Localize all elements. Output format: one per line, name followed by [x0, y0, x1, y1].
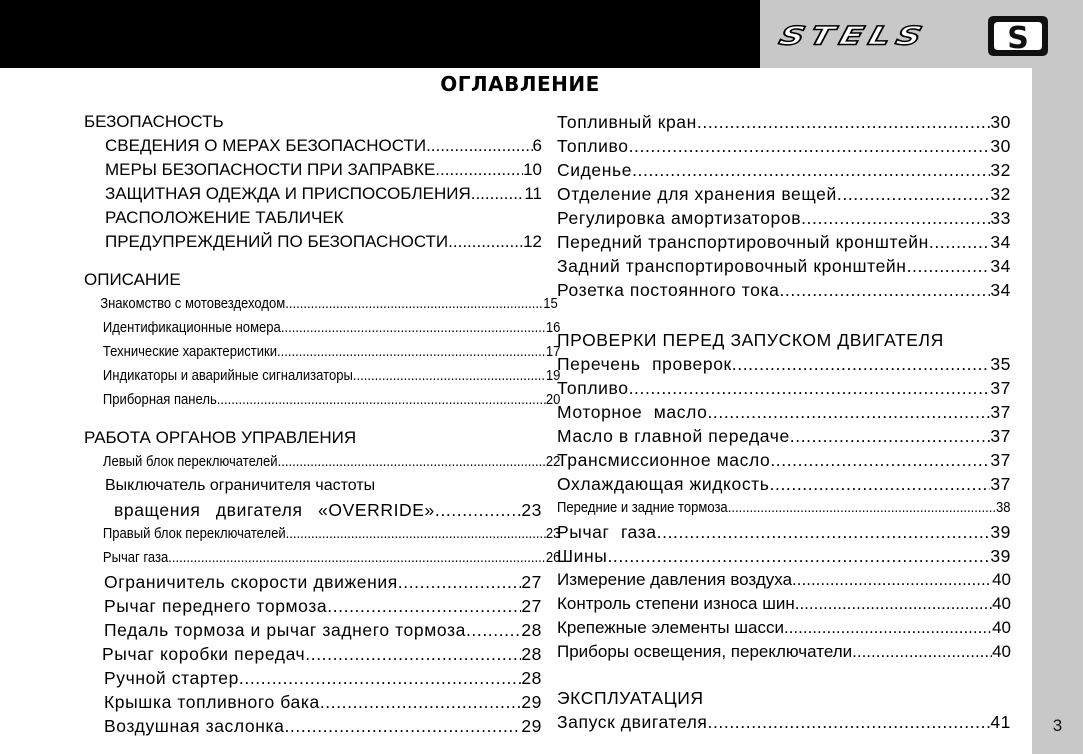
toc-entry[interactable] — [84, 316, 560, 340]
toc-leader-dots — [801, 206, 990, 230]
toc-entry-page: 28 — [521, 620, 542, 640]
toc-leader-dots — [284, 714, 521, 738]
toc-entry-label: Измерение давления воздуха — [557, 570, 793, 589]
toc-leader-dots — [697, 110, 990, 134]
toc-leader-dots — [471, 182, 525, 206]
toc-leader-dots — [320, 690, 522, 714]
toc-entry-label: Масло в главной передаче — [557, 426, 790, 446]
toc-entry[interactable] — [84, 498, 542, 522]
toc-entry-page: 32 — [990, 160, 1011, 180]
toc-entry-label: МЕРЫ БЕЗОПАСНОСТИ ПРИ ЗАПРАВКЕ — [105, 160, 436, 179]
toc-entry-page: 40 — [992, 642, 1011, 661]
toc-entry[interactable] — [557, 352, 1011, 376]
toc-entry-label: Ручной стартер — [104, 668, 239, 688]
toc-section-title: РАБОТА ОРГАНОВ УПРАВЛЕНИЯ — [84, 428, 357, 447]
toc-entry-label: РАСПОЛОЖЕНИЕ ТАБЛИЧЕК — [105, 208, 344, 227]
toc-entry-label: Передние и задние тормоза — [557, 500, 728, 516]
toc-entry-page: 37 — [990, 378, 1011, 398]
toc-entry[interactable] — [84, 666, 542, 690]
toc-entry-page: 40 — [992, 618, 1011, 637]
toc-entry[interactable] — [557, 230, 1011, 254]
toc-leader-dots — [353, 364, 546, 388]
toc-entry-page: 22 — [545, 454, 561, 470]
toc-entry-page: 38 — [996, 500, 1011, 516]
toc-leader-dots — [707, 400, 990, 424]
toc-entry-page: 34 — [990, 256, 1011, 276]
toc-entry-page: 16 — [545, 320, 561, 336]
toc-leader-dots — [466, 618, 521, 642]
toc-entry[interactable] — [84, 594, 542, 618]
toc-entry-page: 29 — [521, 692, 542, 712]
toc-entry-label: Крышка топливного бака — [104, 692, 320, 712]
toc-entry-page: 11 — [524, 184, 542, 203]
toc-entry-label: Приборная панель — [102, 392, 217, 408]
toc-leader-dots — [770, 472, 991, 496]
toc-leader-dots — [286, 522, 546, 546]
toc-leader-dots — [435, 158, 523, 182]
toc-entry-label: Левый блок переключателей — [102, 454, 278, 470]
toc-entry[interactable] — [557, 134, 1011, 158]
toc-entry-label: Шины — [557, 546, 608, 566]
toc-entry-page: 10 — [523, 160, 542, 179]
toc-entry-page: 40 — [992, 594, 1011, 613]
toc-entry[interactable] — [557, 592, 1011, 616]
toc-entry-page: 29 — [521, 716, 542, 736]
toc-leader-dots — [837, 182, 990, 206]
toc-leader-dots — [907, 254, 991, 278]
toc-leader-dots — [168, 546, 546, 570]
toc-entry[interactable] — [84, 292, 558, 316]
toc-entry-label: Технические характеристики — [102, 344, 278, 360]
toc-leader-dots — [632, 158, 990, 182]
toc-entry[interactable] — [557, 448, 1011, 472]
toc-leader-dots — [770, 448, 990, 472]
toc-entry-label: Сиденье — [557, 160, 633, 180]
toc-leader-dots — [629, 376, 991, 400]
toc-entry-label: Охлаждающая жидкость — [557, 474, 770, 494]
toc-entry[interactable] — [557, 616, 1011, 640]
toc-leader-dots — [398, 570, 522, 594]
toc-entry-label: Розетка постоянного тока — [557, 280, 780, 300]
toc-entry-page: 34 — [990, 232, 1011, 252]
toc-section-title: ЭКСПЛУАТАЦИЯ — [557, 688, 704, 708]
toc-leader-dots — [607, 544, 990, 568]
toc-section-title: БЕЗОПАСНОСТЬ — [84, 112, 224, 131]
toc-section-title: ПРОВЕРКИ ПЕРЕД ЗАПУСКОМ ДВИГАТЕЛЯ — [557, 330, 944, 350]
toc-leader-dots — [779, 278, 990, 302]
toc-entry-page: 35 — [990, 354, 1011, 374]
toc-entry-page: 37 — [990, 474, 1011, 494]
toc-leader-dots — [285, 292, 543, 316]
toc-entry-label: Ограничитель скорости движения — [104, 572, 398, 592]
toc-leader-dots — [657, 520, 991, 544]
toc-leader-dots — [435, 498, 521, 522]
toc-leader-dots — [790, 424, 991, 448]
toc-entry[interactable] — [84, 570, 542, 594]
toc-entry-label: Рычаг коробки передач — [102, 644, 306, 664]
toc-leader-dots — [732, 352, 991, 376]
toc-entry-page: 37 — [990, 450, 1011, 470]
toc-leader-dots — [728, 496, 996, 520]
toc-leader-dots — [281, 316, 546, 340]
toc-entry-label: Правый блок переключателей — [102, 526, 286, 542]
toc-entry[interactable] — [84, 690, 542, 714]
toc-entry-label: Рычаг газа — [557, 522, 657, 542]
toc-entry-label: Отделение для хранения вещей — [557, 184, 837, 204]
toc-entry[interactable] — [84, 450, 560, 474]
toc-entry[interactable] — [84, 182, 542, 206]
toc-entry[interactable] — [557, 472, 1011, 496]
toc-entry-page: 23 — [521, 500, 542, 520]
toc-entry-page: 30 — [990, 136, 1011, 156]
toc-entry-page: 28 — [521, 644, 542, 664]
toc-leader-dots — [278, 450, 546, 474]
toc-entry-label: Топливный кран — [557, 112, 697, 132]
toc-entry-label: Выключатель ограничителя частоты — [105, 477, 376, 494]
toc-entry-page: 17 — [545, 344, 561, 360]
toc-entry-page: 20 — [545, 392, 561, 408]
toc-entry[interactable] — [84, 364, 560, 388]
toc-entry[interactable] — [557, 424, 1011, 448]
toc-entry[interactable] — [557, 400, 1011, 424]
toc-entry-label: Регулировка амортизаторов — [557, 208, 802, 228]
toc-entry-page: 27 — [521, 596, 542, 616]
toc-entry-page: 41 — [990, 712, 1011, 732]
toc-entry[interactable] — [84, 388, 560, 412]
toc-entry[interactable] — [557, 520, 1011, 544]
toc-left-column — [84, 110, 561, 738]
toc-entry-page: 39 — [990, 522, 1011, 542]
toc-leader-dots — [629, 134, 991, 158]
toc-entry-page: 32 — [990, 184, 1011, 204]
brand-logo: STELS — [775, 21, 932, 51]
toc-entry-page: 33 — [990, 208, 1011, 228]
toc-entry-label: Индикаторы и аварийные сигнализаторы — [102, 368, 353, 384]
toc-entry-label: Крепежные элементы шасси — [557, 618, 784, 637]
toc-entry[interactable] — [84, 642, 542, 666]
toc-entry-page: 37 — [990, 402, 1011, 422]
toc-entry[interactable] — [557, 158, 1011, 182]
toc-entry-page: 12 — [523, 232, 542, 251]
toc-leader-dots — [852, 640, 992, 664]
brand-badge-letter: S — [1007, 21, 1029, 56]
toc-entry-label: ПРЕДУПРЕЖДЕНИЙ ПО БЕЗОПАСНОСТИ — [105, 232, 449, 251]
toc-leader-dots — [327, 594, 521, 618]
toc-leader-dots — [239, 666, 521, 690]
toc-leader-dots — [277, 340, 546, 364]
toc-entry[interactable] — [84, 618, 542, 642]
toc-entry-label: Трансмиссионное масло — [557, 450, 771, 470]
toc-entry[interactable] — [557, 254, 1011, 278]
toc-entry-label: Знакомство с мотовездеходом — [100, 296, 286, 312]
toc-entry-label: Воздушная заслонка — [104, 716, 285, 736]
toc-entry[interactable] — [84, 230, 542, 254]
toc-entry-page: 39 — [990, 546, 1011, 566]
toc-leader-dots — [426, 134, 532, 158]
toc-leader-dots — [795, 592, 992, 616]
toc-entry-label: Моторное масло — [557, 402, 708, 422]
toc-leader-dots — [792, 568, 992, 592]
toc-entry-label: вращения двигателя «OVERRIDE» — [114, 500, 435, 520]
toc-entry[interactable] — [84, 158, 542, 182]
toc-entry-page: 40 — [992, 570, 1011, 589]
toc-entry-page: 28 — [521, 668, 542, 688]
toc-entry[interactable] — [557, 206, 1011, 230]
toc-entry[interactable] — [557, 710, 1011, 734]
toc-entry[interactable] — [557, 278, 1011, 302]
toc-entry-page: 6 — [532, 136, 542, 155]
toc-entry-label: Топливо — [557, 378, 629, 398]
toc-entry[interactable] — [84, 522, 560, 546]
toc-entry[interactable] — [557, 640, 1011, 664]
toc-entry[interactable] — [84, 340, 560, 364]
toc-entry-label: Задний транспортировочный кронштейн — [557, 256, 907, 276]
page-side-tab — [1032, 68, 1083, 754]
toc-right-column — [557, 110, 1011, 734]
toc-entry-page: 34 — [990, 280, 1011, 300]
toc-entry-label: Топливо — [557, 136, 629, 156]
toc-entry-page: 27 — [521, 572, 542, 592]
toc-entry[interactable] — [557, 182, 1011, 206]
brand-badge-icon — [986, 12, 1050, 60]
toc-entry[interactable] — [557, 544, 1011, 568]
toc-leader-dots — [217, 388, 546, 412]
toc-entry-label: Контроль степени износа шин — [557, 594, 795, 613]
toc-entry-label: Педаль тормоза и рычаг заднего тормоза — [104, 620, 466, 640]
toc-entry-page: 26 — [545, 550, 561, 566]
toc-entry[interactable] — [84, 134, 542, 158]
toc-entry-label: Рычаг переднего тормоза — [104, 596, 328, 616]
toc-entry-page: 37 — [990, 426, 1011, 446]
toc-entry-label: Передний транспортировочный кронштейн — [557, 232, 929, 252]
toc-entry[interactable] — [557, 496, 1011, 520]
toc-entry-label: Приборы освещения, переключатели — [557, 642, 853, 661]
toc-entry-page: 19 — [545, 368, 561, 384]
toc-entry-label: Рычаг газа — [102, 550, 169, 566]
page-title: ОГЛАВЛЕНИЕ — [440, 72, 600, 96]
toc-entry-page: 15 — [543, 296, 558, 312]
toc-entry-label: СВЕДЕНИЯ О МЕРАХ БЕЗОПАСНОСТИ — [105, 136, 427, 155]
toc-leader-dots — [784, 616, 992, 640]
header-bar — [0, 0, 760, 68]
toc-entry[interactable] — [557, 110, 1011, 134]
toc-entry[interactable] — [84, 714, 542, 738]
toc-entry-page: 30 — [990, 112, 1011, 132]
toc-entry[interactable] — [557, 376, 1011, 400]
toc-entry-label: Запуск двигателя — [557, 712, 708, 732]
toc-leader-dots — [708, 710, 991, 734]
toc-entry-label: Идентификационные номера — [102, 320, 281, 336]
toc-entry-label: ЗАЩИТНАЯ ОДЕЖДА И ПРИСПОСОБЛЕНИЯ — [105, 184, 471, 203]
toc-entry-label: Перечень проверок — [557, 354, 732, 374]
toc-leader-dots — [448, 230, 523, 254]
toc-entry[interactable] — [557, 568, 1011, 592]
toc-entry-page: 23 — [545, 526, 561, 542]
toc-leader-dots — [305, 642, 521, 666]
page-number: 3 — [1052, 716, 1063, 735]
toc-section-title: ОПИСАНИЕ — [84, 270, 181, 289]
toc-entry[interactable] — [84, 546, 560, 570]
toc-leader-dots — [929, 230, 990, 254]
